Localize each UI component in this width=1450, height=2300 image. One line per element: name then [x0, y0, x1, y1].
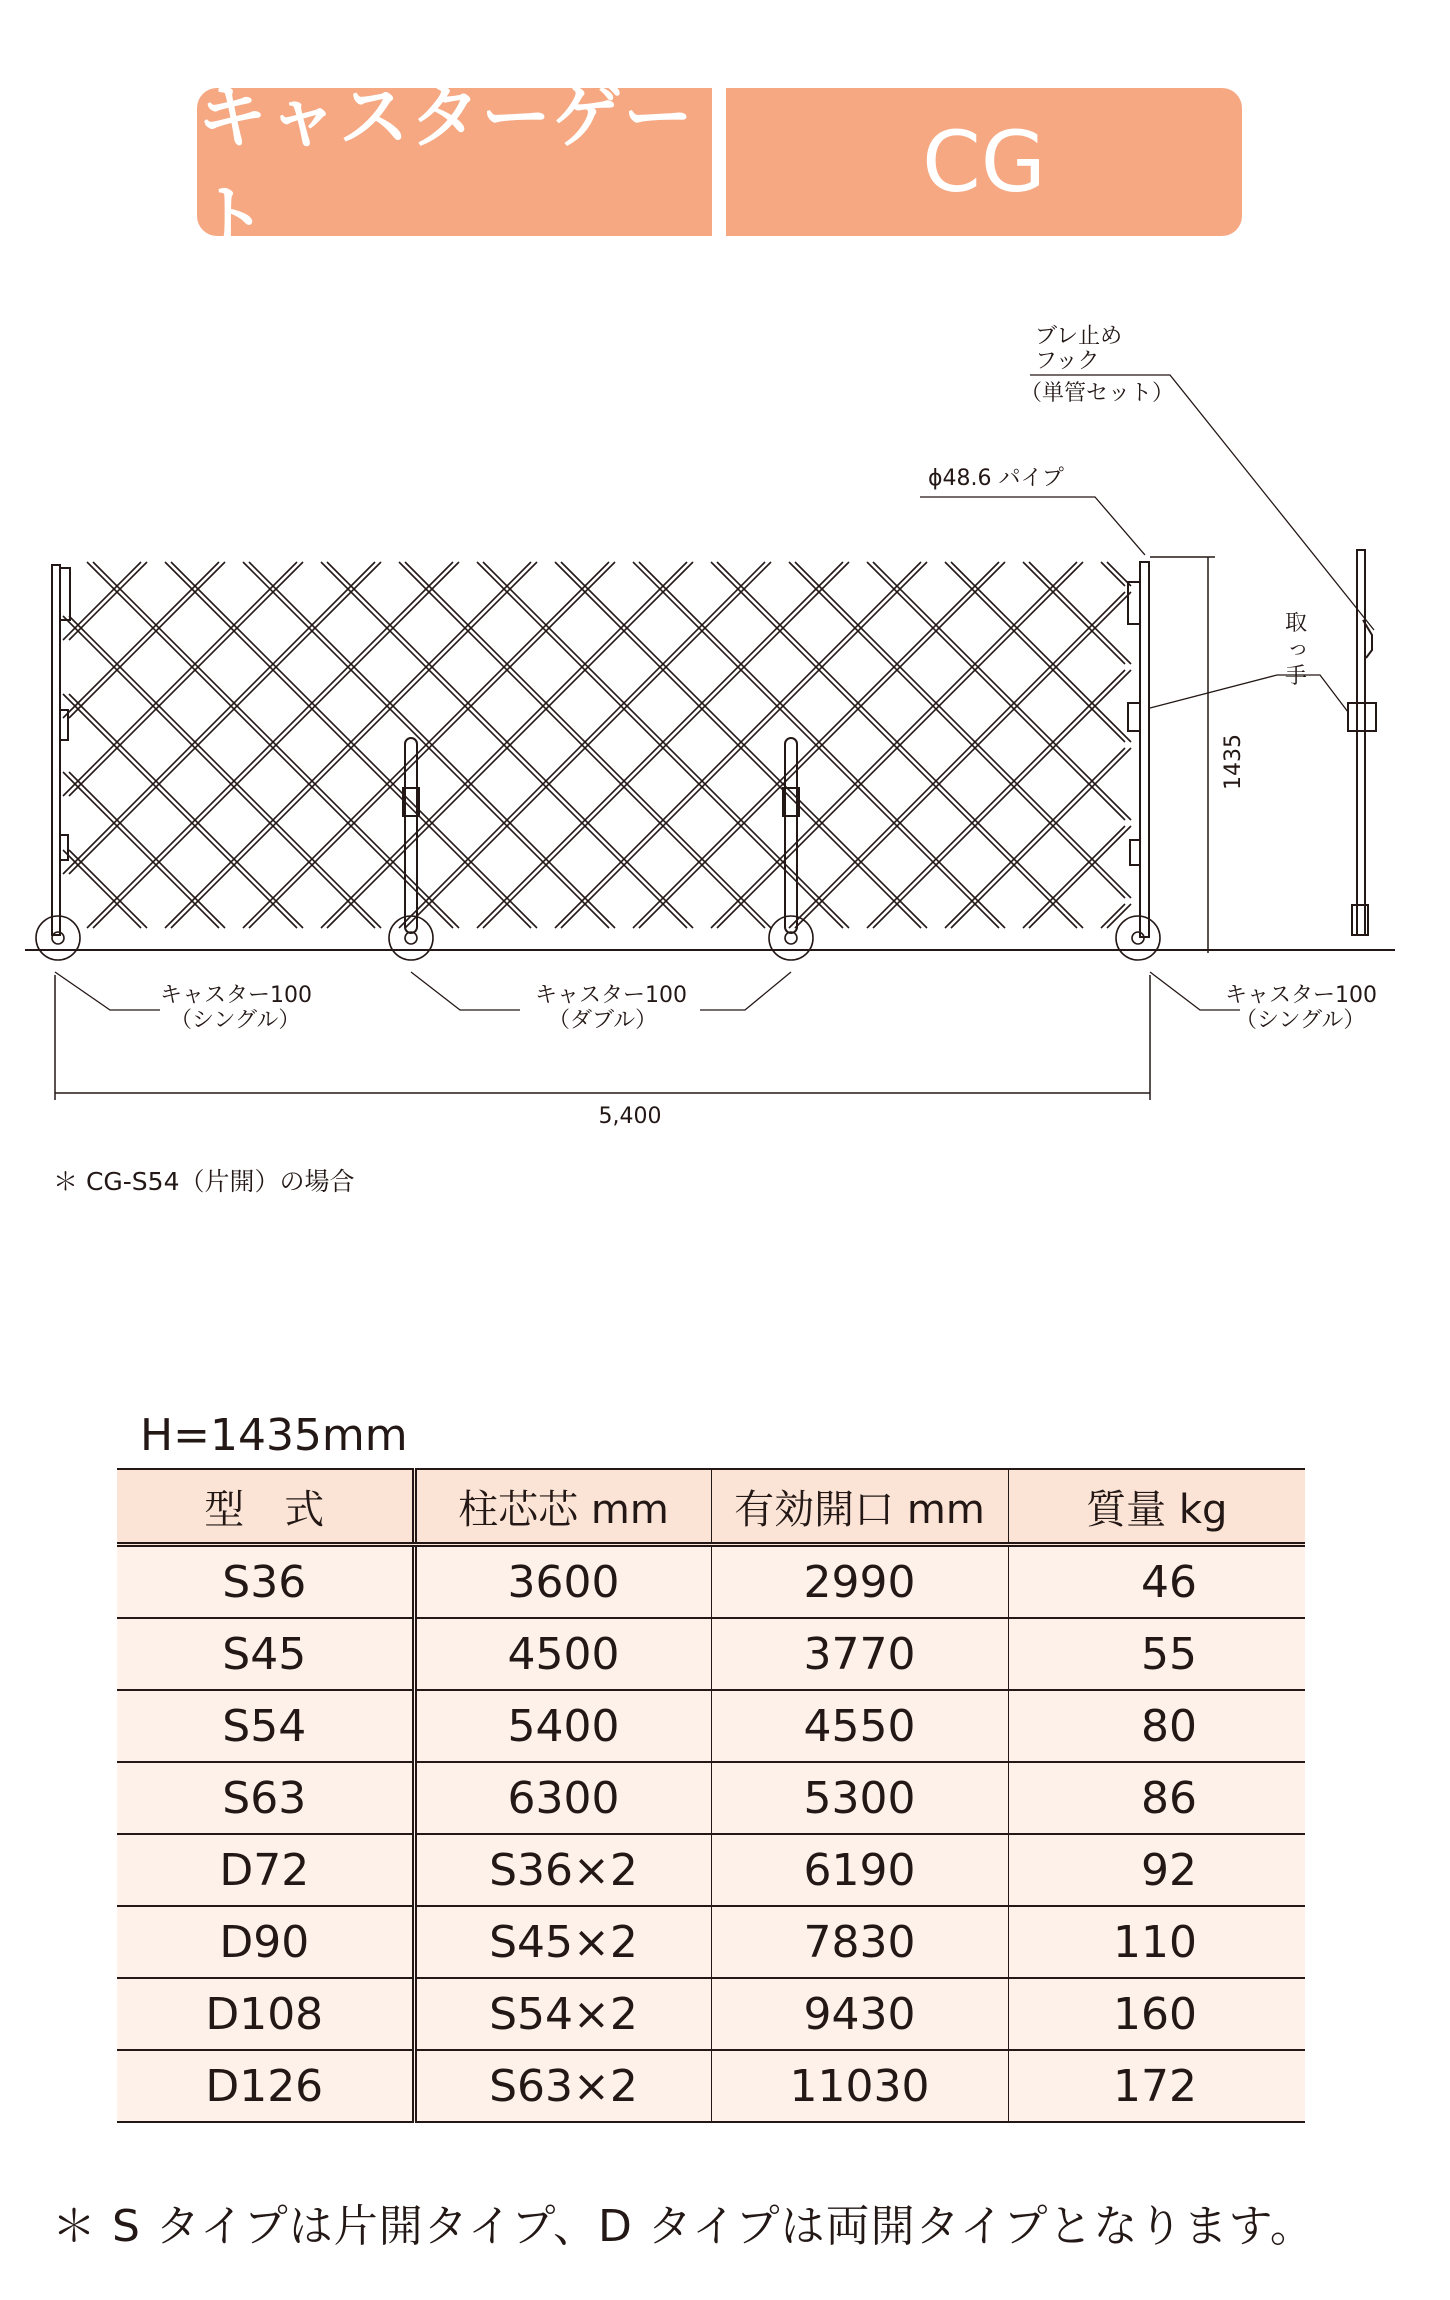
cell-weight: 92 [1008, 1834, 1305, 1906]
lattice-bar [1107, 904, 1131, 928]
lattice-bar [867, 562, 1125, 820]
model-code: CG [922, 113, 1046, 211]
lattice-bar [789, 592, 1125, 928]
cell-weight: 86 [1008, 1762, 1305, 1834]
caster-left-label-1: キャスター100 [160, 983, 312, 1008]
cell-model: D90 [117, 1906, 414, 1978]
header-model: 型 式 [117, 1469, 414, 1545]
lattice-bar [945, 562, 1125, 742]
table-row [117, 1690, 1305, 1762]
product-name: キャスターゲート [197, 76, 694, 259]
height-dimension [1150, 557, 1215, 953]
lattice-bar [795, 562, 1131, 898]
cell-opening: 2990 [711, 1545, 1008, 1619]
product-name-banner [197, 76, 712, 259]
cell-weight: 55 [1008, 1618, 1305, 1690]
cell-opening: 3770 [711, 1618, 1008, 1690]
hook-label-2: フック [1035, 349, 1100, 374]
cell-weight: 172 [1008, 2050, 1305, 2122]
cell-opening: 4550 [711, 1690, 1008, 1762]
lattice-bar [1101, 562, 1125, 586]
handle-label-3: 手 [1285, 664, 1308, 689]
type-footnote: ＊ S タイプは片開タイプ、D タイプは両開タイプとなります。 [52, 2201, 1315, 2252]
cell-pitch: S45×2 [414, 1906, 711, 1978]
cell-opening: 6190 [711, 1834, 1008, 1906]
leader-lines [55, 375, 1374, 1010]
header-opening: 有効開口 mm [711, 1469, 1008, 1545]
model-code-banner [726, 88, 1242, 236]
lattice-bar [69, 562, 381, 874]
cell-model: S36 [117, 1545, 414, 1619]
cell-model: D126 [117, 2050, 414, 2122]
cell-model: D72 [117, 1834, 414, 1906]
lattice-bar [63, 562, 297, 796]
cell-pitch: S63×2 [414, 2050, 711, 2122]
table-header-row [117, 1469, 1305, 1545]
caster-mid-2 [769, 916, 813, 960]
lattice-bar [867, 670, 1125, 928]
cell-model: D108 [117, 1978, 414, 2050]
lattice-bar [63, 616, 375, 928]
middle-post-2 [783, 738, 799, 933]
cell-weight: 46 [1008, 1545, 1305, 1619]
table-row [117, 1978, 1305, 2050]
lattice-bar [63, 694, 297, 928]
cell-model: S54 [117, 1690, 414, 1762]
table-row [117, 1545, 1305, 1619]
cell-pitch: 6300 [414, 1762, 711, 1834]
caster-mid-label-1: キャスター100 [535, 983, 687, 1008]
gate-drawing [0, 300, 1450, 1150]
cell-model: S63 [117, 1762, 414, 1834]
caster-mid-label-2: （ダブル） [548, 1008, 658, 1033]
cell-pitch: 4500 [414, 1618, 711, 1690]
hook-label-3: （単管セット） [1020, 381, 1175, 406]
height-spec: H=1435mm [140, 1410, 408, 1461]
cell-opening: 11030 [711, 2050, 1008, 2122]
cell-model: S45 [117, 1618, 414, 1690]
lattice-mesh [63, 562, 1131, 928]
lattice-bar [69, 694, 303, 928]
table-row [117, 1906, 1305, 1978]
middle-post-1 [403, 738, 419, 933]
cell-pitch: 3600 [414, 1545, 711, 1619]
cell-opening: 7830 [711, 1906, 1008, 1978]
lattice-bar [63, 562, 375, 874]
lattice-bar [795, 592, 1131, 928]
lattice-bar [69, 616, 381, 928]
header-pitch: 柱芯芯 mm [414, 1469, 711, 1545]
table-row [117, 2050, 1305, 2122]
pipe-label: ϕ48.6 パイプ [928, 466, 1064, 491]
lattice-bar [951, 748, 1131, 928]
table-row [117, 1618, 1305, 1690]
side-view [1348, 550, 1376, 935]
caster-right-label-1: キャスター100 [1225, 983, 1377, 1008]
table-row [117, 1762, 1305, 1834]
drawing-note: ＊ CG-S54（片開）の場合 [53, 1167, 355, 1196]
handle-label-1: 取 [1285, 611, 1308, 636]
caster-left [36, 916, 80, 960]
height-label: 1435 [1221, 734, 1246, 790]
cell-weight: 160 [1008, 1978, 1305, 2050]
hook-label-1: ブレ止め [1035, 324, 1123, 349]
cell-weight: 110 [1008, 1906, 1305, 1978]
cell-weight: 80 [1008, 1690, 1305, 1762]
header-weight: 質量 kg [1008, 1469, 1305, 1545]
cell-opening: 5300 [711, 1762, 1008, 1834]
right-post [1128, 562, 1149, 937]
spec-table [117, 1468, 1305, 2123]
handle-label-2: っ [1287, 636, 1310, 661]
cell-pitch: S54×2 [414, 1978, 711, 2050]
cell-opening: 9430 [711, 1978, 1008, 2050]
cell-pitch: 5400 [414, 1690, 711, 1762]
caster-right [1116, 916, 1160, 960]
lattice-bar [951, 562, 1131, 742]
width-label: 5,400 [598, 1104, 662, 1129]
lattice-bar [789, 562, 1125, 898]
caster-left-label-2: （シングル） [170, 1008, 301, 1033]
left-post [52, 565, 70, 935]
lattice-bar [69, 562, 303, 796]
lattice-bar [945, 748, 1125, 928]
table-row [117, 1834, 1305, 1906]
caster-right-label-2: （シングル） [1235, 1008, 1366, 1033]
cell-pitch: S36×2 [414, 1834, 711, 1906]
